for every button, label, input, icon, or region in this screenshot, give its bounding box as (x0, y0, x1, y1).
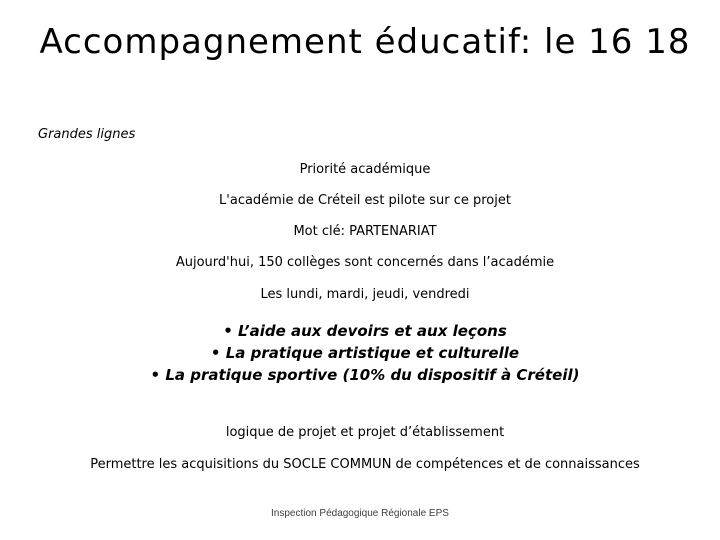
bullet-sports: • La pratique sportive (10% du dispositif à Créteil) (150, 366, 580, 384)
text-line-pilot: L'académie de Créteil est pilote sur ce projet (219, 193, 511, 208)
text-line-keyword: Mot clé: PARTENARIAT (293, 224, 437, 239)
text-line-days: Les lundi, mardi, jeudi, vendredi (260, 287, 470, 302)
slide-title: Accompagnement éducatif: le 16 18 (39, 22, 691, 62)
section-label: Grandes lignes (38, 127, 136, 142)
bullet-homework: • L’aide aux devoirs et aux leçons (223, 322, 507, 340)
text-line-project-logic: logique de projet et projet d’établissement (225, 425, 505, 440)
slide-footer: Inspection Pédagogique Régionale EPS (271, 508, 449, 519)
bullet-arts: • La pratique artistique et culturelle (210, 344, 520, 362)
text-line-common-core: Permettre les acquisitions du SOCLE COMMUN de compétences et de connaissances (90, 457, 640, 472)
text-line-priority: Priorité académique (299, 162, 431, 177)
text-line-colleges: Aujourd'hui, 150 collèges sont concernés dans l’académie (175, 255, 555, 270)
